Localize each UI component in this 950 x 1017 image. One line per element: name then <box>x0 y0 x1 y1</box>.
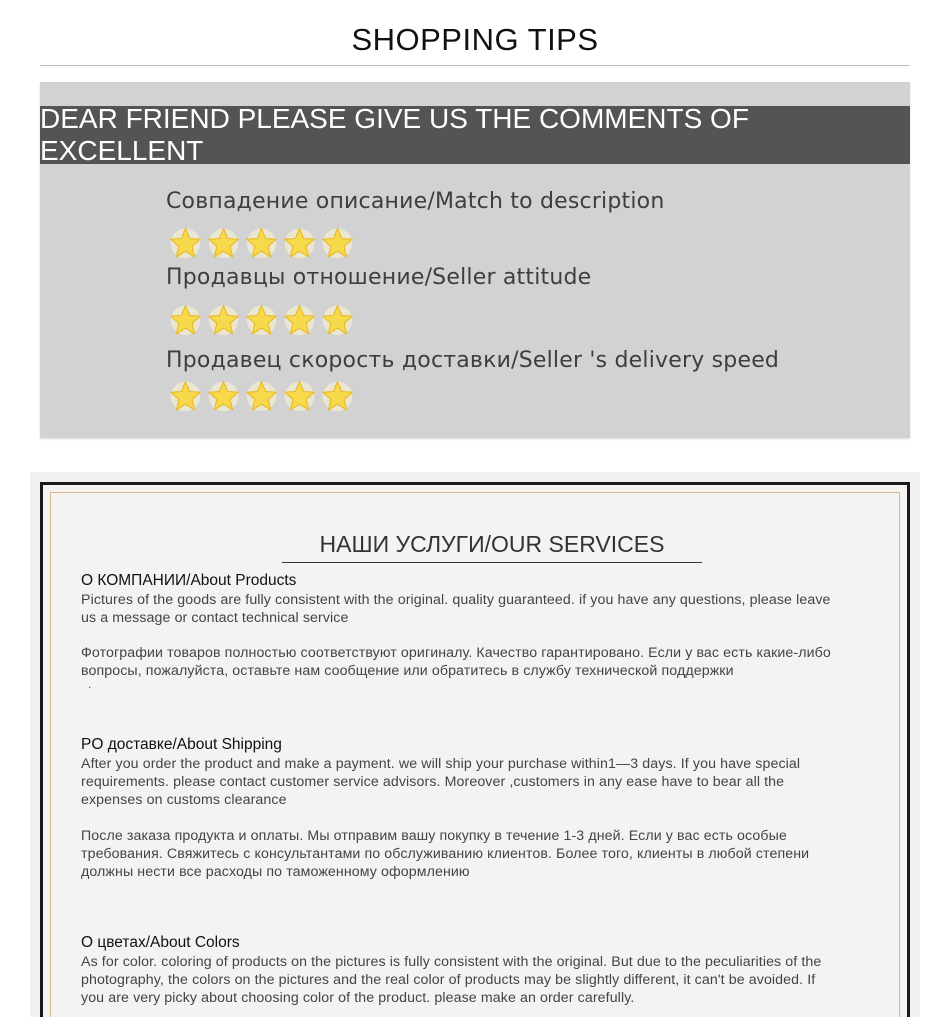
products-text-en <box>81 591 901 627</box>
star-icon <box>168 226 203 259</box>
services-frame <box>40 482 910 1017</box>
star-icon <box>244 303 279 336</box>
shipping-ru-line: требования. Свяжитесь с консультантами по обслуживанию клиентов. Более того, клиенты в любой степени <box>81 846 810 862</box>
star-icon <box>206 303 241 336</box>
star-icon <box>244 379 279 412</box>
shopping-tips-header <box>40 14 910 66</box>
stars-attitude <box>168 303 355 336</box>
star-icon <box>244 226 279 259</box>
shipping-text-ru <box>81 827 901 881</box>
star-icon <box>206 379 241 412</box>
shipping-ru-line: должны нести все расходы по таможенному оформлению <box>81 864 470 880</box>
star-icon <box>282 226 317 259</box>
colors-heading: О цветах/About Colors <box>81 934 240 951</box>
star-icon <box>320 303 355 336</box>
shipping-en-line: After you order the product and make a payment. we will ship your purchase within1—3 days. If you have special <box>81 756 801 772</box>
products-heading: О КОМПАНИИ/About Products <box>81 572 297 589</box>
rating-banner: DEAR FRIEND PLEASE GIVE US THE COMMENTS OF EXCELLENT <box>40 106 910 164</box>
stars-description <box>168 226 355 259</box>
star-icon <box>282 303 317 336</box>
shipping-heading: PO доставке/About Shipping <box>81 736 282 753</box>
colors-en-line: photography, the colors on the pictures and the real color of products may be slightly different, it can't be avoided. If <box>81 972 816 988</box>
products-en-line: Pictures of the goods are fully consistent with the original. quality guaranteed. if you have any questions, please leave <box>81 592 831 608</box>
star-icon <box>320 379 355 412</box>
colors-en-line: you are very picky about choosing color of the product. please make an order carefully. <box>81 990 635 1006</box>
products-trailing-dot: . <box>88 677 92 691</box>
stars-delivery <box>168 379 355 412</box>
rating-label-description: Совпадение описание/Match to description <box>166 189 665 214</box>
products-text-ru <box>81 644 901 680</box>
shipping-ru-line: После заказа продукта и оплаты. Мы отправим вашу покупку в течение 1-3 дней. Если у вас есть особые <box>81 828 787 844</box>
star-icon <box>282 379 317 412</box>
our-services-panel <box>30 472 920 1017</box>
rating-request-panel <box>40 82 910 438</box>
services-title: НАШИ УСЛУГИ/OUR SERVICES <box>282 531 702 563</box>
shopping-tips-title: SHOPPING TIPS <box>351 22 599 57</box>
shipping-text-en <box>81 755 901 809</box>
star-icon <box>320 226 355 259</box>
products-ru-line: вопросы, пожалуйста, оставьте нам сообщение или обратитесь в службу технической поддержки <box>81 663 734 679</box>
star-icon <box>168 303 203 336</box>
shipping-en-line: requirements. please contact customer service advisors. Moreover ,customers in any ease have to bear all the <box>81 774 785 790</box>
products-en-line: us a message or contact technical service <box>81 610 349 626</box>
star-icon <box>206 226 241 259</box>
rating-label-attitude: Продавцы отношение/Seller attitude <box>166 265 592 290</box>
colors-en-line: As for color. coloring of products on the pictures is fully consistent with the original. But due to the peculiarities of the <box>81 954 822 970</box>
shipping-en-line: expenses on customs clearance <box>81 792 287 808</box>
star-icon <box>168 379 203 412</box>
products-ru-line: Фотографии товаров полностью соответствуют оригиналу. Качество гарантировано. Если у вас есть какие-либо <box>81 645 831 661</box>
rating-label-delivery: Продавец скорость доставки/Seller 's delivery speed <box>166 348 780 373</box>
colors-text-en <box>81 953 901 1007</box>
header-divider <box>40 65 910 66</box>
